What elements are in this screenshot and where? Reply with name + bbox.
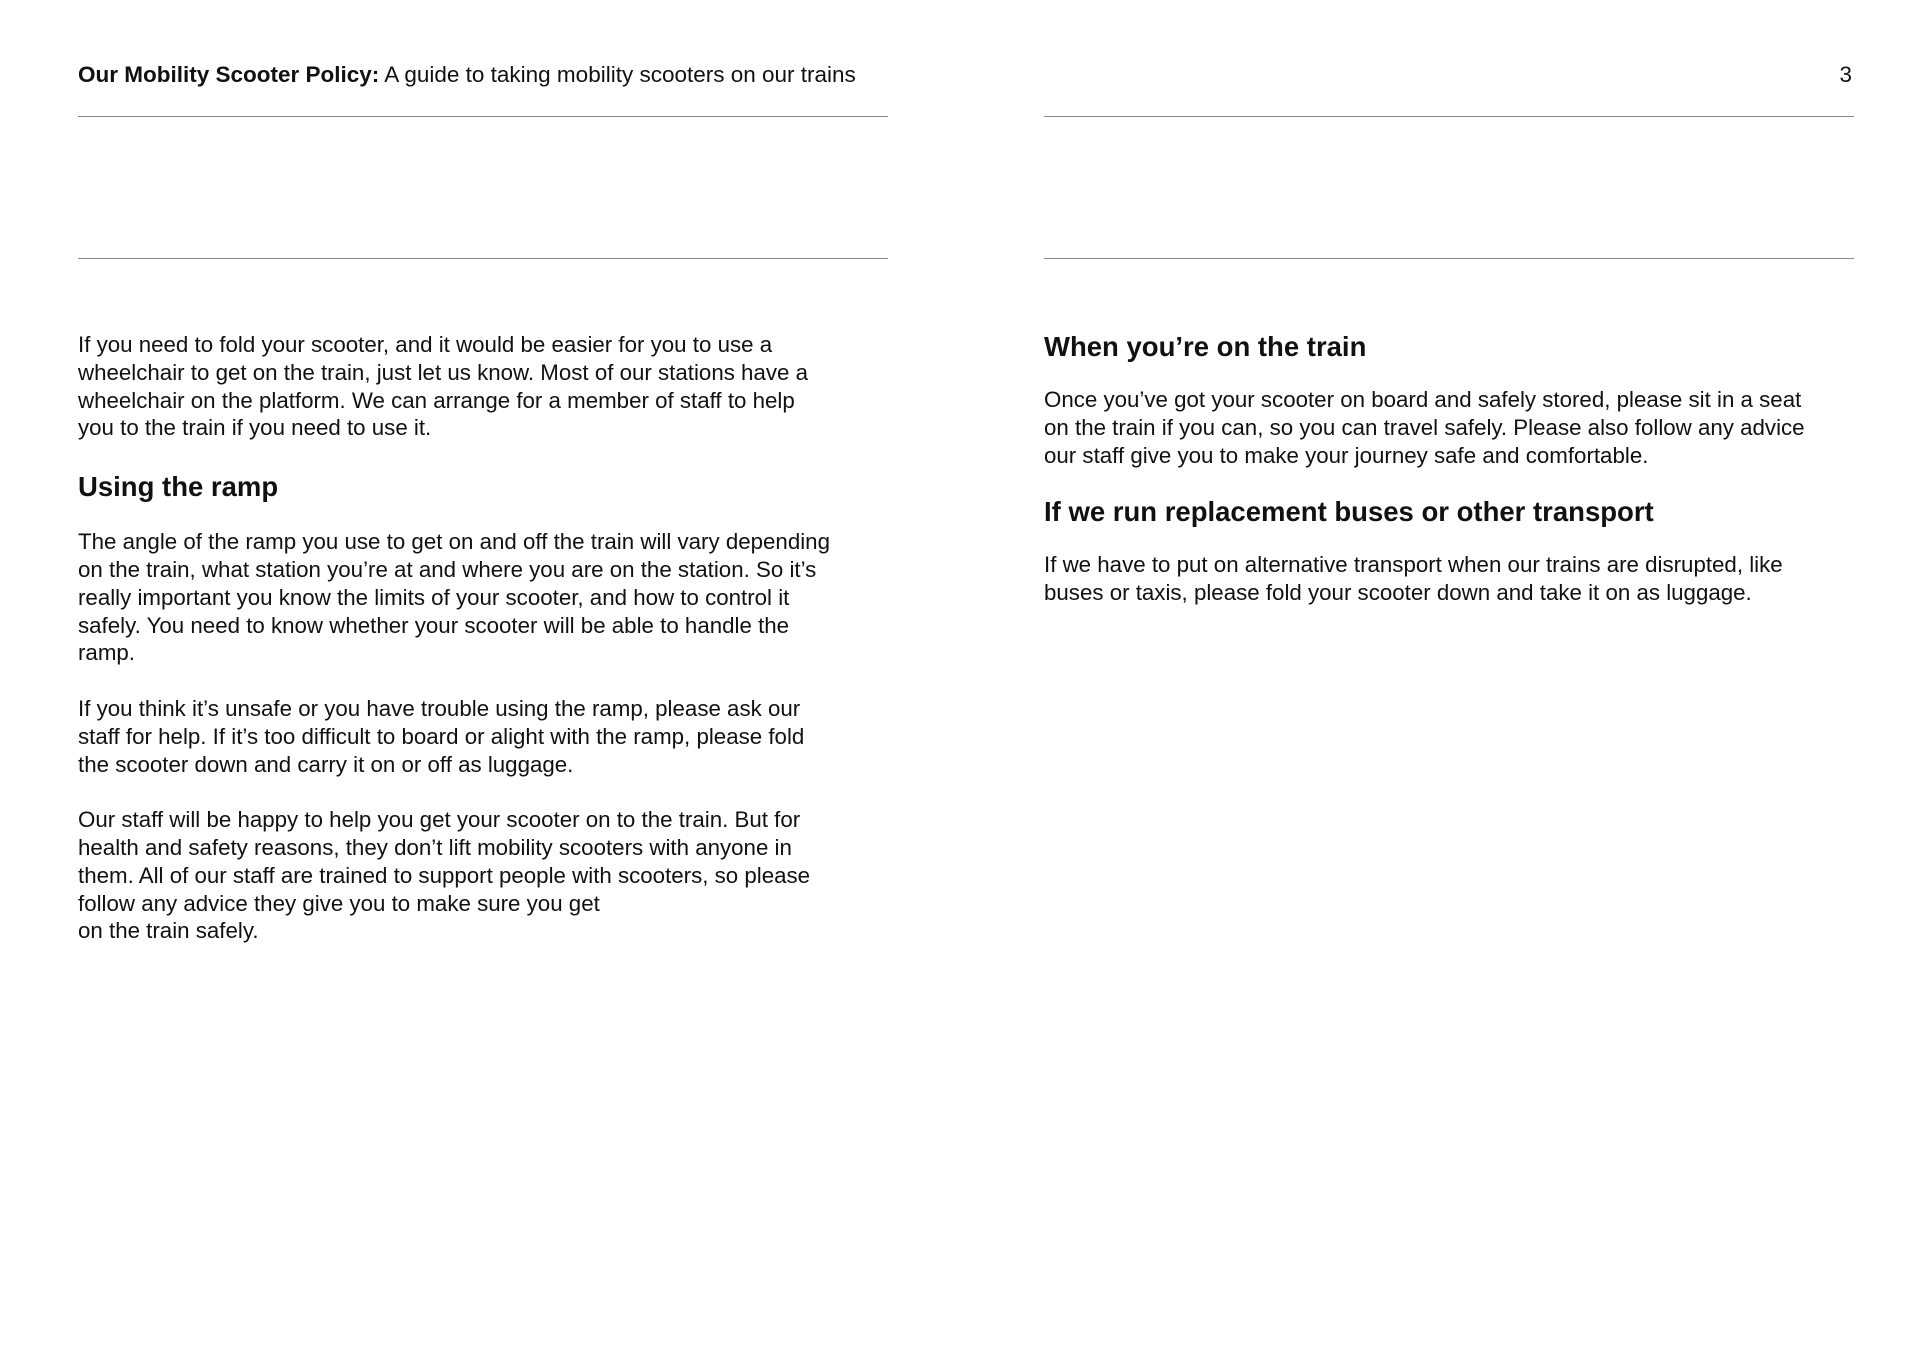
on-the-train-heading: When you’re on the train [1044,331,1367,362]
header-divider-right [1044,116,1854,117]
section-divider-left [78,258,888,259]
staff-help-paragraph: Our staff will be happy to help you get your scooter on to the train. But for health and safety reasons, they don’t lift mobility scooters with anyone in them. All of our staff are trained to support people with scooters, so please follow any advice they give you to make sure you get on the train safely. [78,807,811,944]
page-header [78,60,888,90]
section-divider-right [1044,258,1854,259]
right-column [1044,330,1854,607]
folding-scooter-paragraph: If you need to fold your scooter, and it would be easier for you to use a wheelchair to get on the train, just let us know. Most of our stations have a wheelchair on the platform. We can arrange for a member of staff to help you to the train if you need to use it. [78,332,809,441]
on-the-train-paragraph: Once you’ve got your scooter on board and safely stored, please sit in a seat on the train if you can, so you can travel safely. Please also follow any advice our staff give you to make your journey safe and comfortable. [1044,387,1805,468]
document-title-bold: Our Mobility Scooter Policy: [78,62,380,87]
ramp-angle-paragraph: The angle of the ramp you use to get on and off the train will vary depending on the train, what station you’re at and where you are on the station. So it’s really important you know the limits of your scooter, and how to control it safely. You need to know whether your scooter will be able to handle the ramp. [78,529,830,666]
left-column [78,331,888,945]
using-the-ramp-heading: Using the ramp [78,471,279,503]
document-subtitle: A guide to taking mobility scooters on our trains [379,62,856,87]
replacement-transport-paragraph: If we have to put on alternative transport when our trains are disrupted, like buses or taxis, please fold your scooter down and take it on as luggage. [1044,552,1783,606]
ramp-unsafe-paragraph: If you think it’s unsafe or you have trouble using the ramp, please ask our staff for help. If it’s too difficult to board or alight with the ramp, please fold the scooter down and carry it on or off as luggage. [78,695,805,777]
replacement-transport-heading: If we run replacement buses or other transport [1044,496,1654,528]
page-number: 3 [1839,62,1852,87]
header-divider-left [78,116,888,117]
